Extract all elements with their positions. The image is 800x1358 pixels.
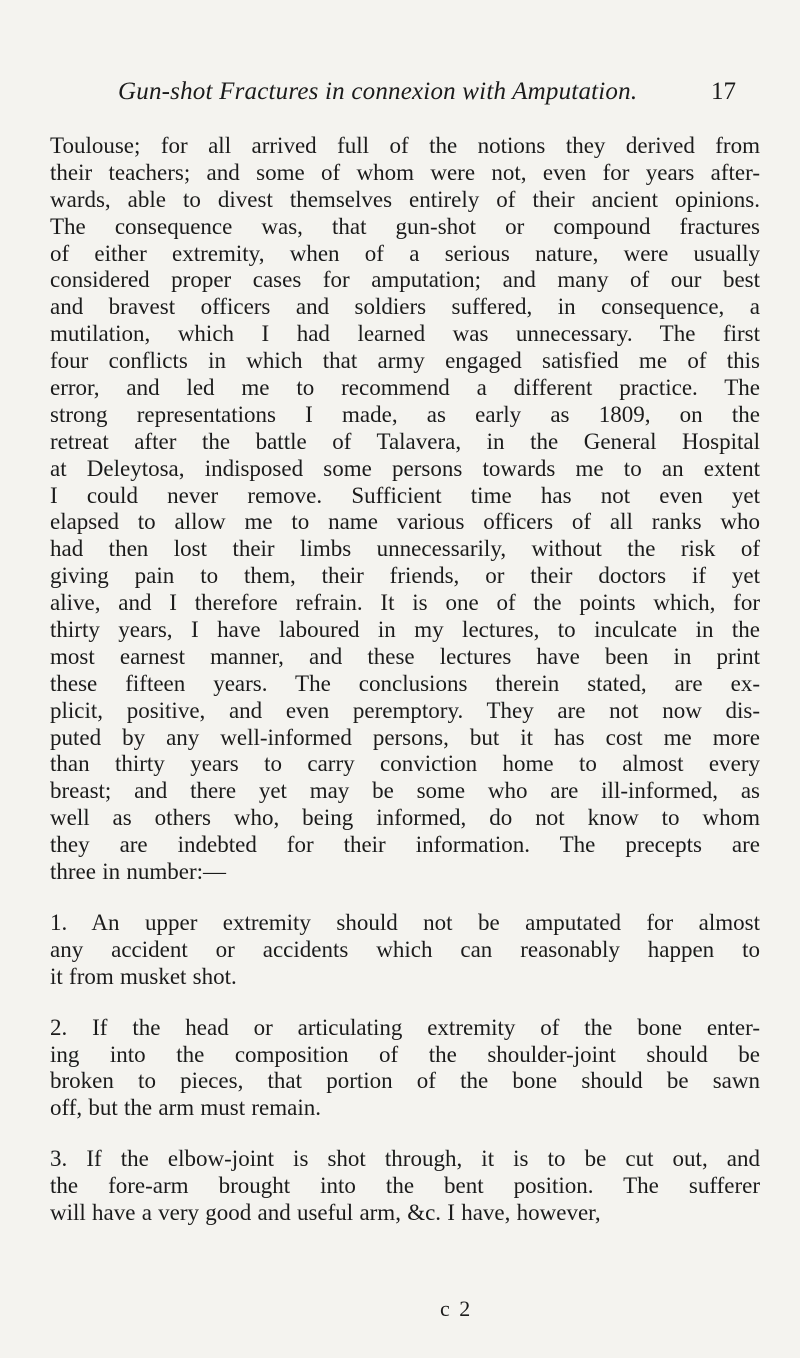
text-line: 2. If the head or articulating extremity of the bone enter- <box>50 1014 760 1040</box>
paragraph-gap <box>50 991 760 1015</box>
text-line: of either extremity, when of a serious nature, were usually <box>50 240 760 266</box>
paragraph <box>50 133 760 886</box>
text-line: these fifteen years. The conclusions therein stated, are ex- <box>50 670 760 696</box>
text-line: The consequence was, that gun-shot or compound fractures <box>50 213 760 239</box>
text-line: 3. If the elbow-joint is shot through, it is to be cut out, and <box>50 1146 760 1172</box>
text-line: plicit, positive, and even peremptory. They are not now dis- <box>50 697 760 723</box>
text-line: considered proper cases for amputation; and many of our best <box>50 267 760 293</box>
paragraph <box>50 1015 760 1123</box>
text-line: Toulouse; for all arrived full of the notions they derived from <box>50 133 760 158</box>
text-line: three in number:— <box>50 859 227 885</box>
text-line: mutilation, which I had learned was unnecessary. The first <box>50 321 760 347</box>
text-line: 1. An upper extremity should not be amputated for almost <box>50 909 760 935</box>
text-line: error, and led me to recommend a different practice. The <box>50 375 760 401</box>
page-number: 17 <box>711 78 736 105</box>
text-line: ing into the composition of the shoulder-joint should be <box>50 1041 760 1067</box>
paragraph-gap <box>50 886 760 910</box>
text-line: will have a very good and useful arm, &c. I have, however, <box>50 1199 601 1225</box>
text-line: and bravest officers and soldiers suffered, in consequence, a <box>50 294 760 320</box>
signature-mark: c 2 <box>440 1296 473 1321</box>
text-line: giving pain to them, their friends, or their doctors if yet <box>50 563 760 589</box>
text-line: they are indebted for their information. The precepts are <box>50 832 760 858</box>
text-line: broken to pieces, that portion of the bone should be sawn <box>50 1068 760 1094</box>
text-line: any accident or accidents which can reasonably happen to <box>50 936 760 962</box>
text-line: well as others who, being informed, do not know to whom <box>50 805 760 831</box>
text-line: elapsed to allow me to name various officers of all ranks who <box>50 509 760 535</box>
text-line: off, but the arm must remain. <box>50 1095 321 1121</box>
text-line: retreat after the battle of Talavera, in the General Hospital <box>50 428 760 454</box>
body-text <box>50 133 760 1227</box>
text-line: had then lost their limbs unnecessarily, without the risk of <box>50 536 760 562</box>
text-line: it from musket shot. <box>50 963 237 989</box>
text-line: alive, and I therefore refrain. It is one of the points which, for <box>50 590 760 616</box>
text-line: I could never remove. Sufficient time has not even yet <box>50 482 760 508</box>
text-line: at Deleytosa, indisposed some persons towards me to an extent <box>50 455 760 481</box>
text-line: puted by any well-informed persons, but it has cost me more <box>50 724 760 750</box>
running-head <box>118 78 736 112</box>
paragraph <box>50 910 760 991</box>
text-line: four conflicts in which that army engaged satisfied me of this <box>50 348 760 374</box>
paragraph-gap <box>50 1122 760 1146</box>
text-line: strong representations I made, as early as 1809, on the <box>50 401 760 427</box>
paragraph <box>50 1146 760 1227</box>
text-line: their teachers; and some of whom were not, even for years after- <box>50 159 760 185</box>
running-title: Gun-shot Fractures in connexion with Amputation. <box>118 78 638 105</box>
text-line: breast; and there yet may be some who are ill-informed, as <box>50 778 760 804</box>
text-line: wards, able to divest themselves entirely of their ancient opinions. <box>50 186 760 212</box>
text-line: than thirty years to carry conviction home to almost every <box>50 751 760 777</box>
text-line: the fore-arm brought into the bent position. The sufferer <box>50 1173 760 1199</box>
text-line: most earnest manner, and these lectures have been in print <box>50 643 760 669</box>
text-line: thirty years, I have laboured in my lectures, to inculcate in the <box>50 617 760 643</box>
